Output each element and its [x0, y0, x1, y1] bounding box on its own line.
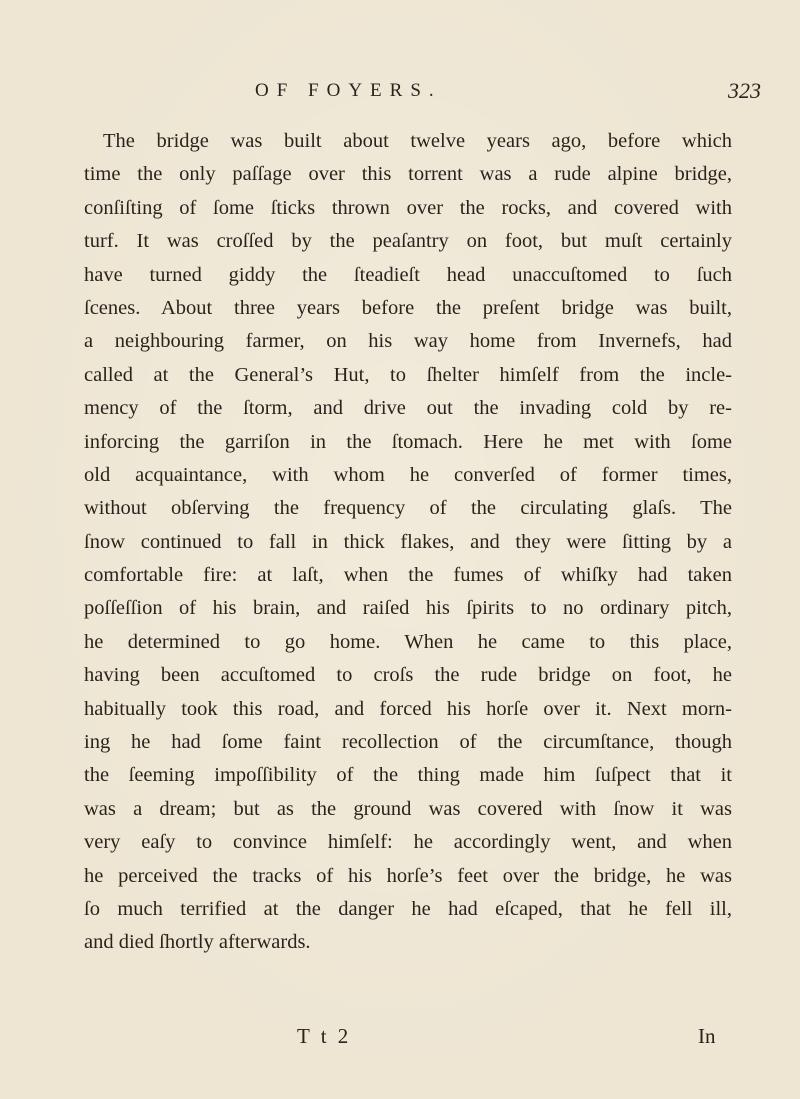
text-line: he perceived the tracks of his horſe’s feet over the bridge, he was [84, 864, 732, 887]
text-line: and died ſhortly afterwards. [84, 931, 311, 954]
text-line: mency of the ſtorm, and drive out the invading cold by re- [84, 397, 732, 420]
text-line: turf. It was croſſed by the peaſantry on foot, but muſt certainly [84, 230, 732, 253]
text-line: called at the General’s Hut, to ſhelter himſelf from the incle- [84, 363, 732, 386]
text-line: having been accuſtomed to croſs the rude bridge on foot, he [84, 664, 732, 687]
text-line: habitually took this road, and forced his horſe over it. Next morn- [84, 697, 732, 720]
signature-mark: T t 2 [297, 1024, 352, 1048]
text-line: he determined to go home. When he came to this place, [84, 630, 732, 653]
text-line: ſcenes. About three years before the preſent bridge was built, [84, 296, 732, 319]
text-line: conſiſting of ſome ſticks thrown over the rocks, and covered with [84, 196, 732, 219]
text-line: without obſerving the frequency of the circulating glaſs. The [84, 497, 732, 520]
text-line: comfortable fire: at laſt, when the fumes of whiſky had taken [84, 564, 732, 587]
running-title: OF FOYERS. [255, 80, 442, 101]
catchword: In [698, 1024, 716, 1048]
text-line: poſſeſſion of his brain, and raiſed his ſpirits to no ordinary pitch, [84, 597, 732, 620]
text-line: very eaſy to convince himſelf: he accordingly went, and when [84, 831, 732, 854]
text-line: The bridge was built about twelve years ago, before which [103, 130, 732, 152]
text-line: ing he had ſome faint recollection of the circumſtance, though [84, 731, 732, 754]
page-number: 323 [728, 78, 761, 103]
text-line: time the only paſſage over this torrent was a rude alpine bridge, [84, 163, 732, 186]
text-line: ſnow continued to fall in thick flakes, and they were ſitting by a [84, 530, 732, 553]
text-line: old acquaintance, with whom he converſed of former times, [84, 463, 732, 486]
text-line: inforcing the garriſon in the ſtomach. Here he met with ſome [84, 430, 732, 453]
text-line: was a dream; but as the ground was covered with ſnow it was [84, 797, 732, 820]
text-line: ſo much terrified at the danger he had eſcaped, that he fell ill, [84, 897, 732, 920]
text-line: have turned giddy the ſteadieſt head unaccuſtomed to ſuch [84, 263, 732, 286]
text-line: the ſeeming impoſſibility of the thing made him ſuſpect that it [84, 764, 732, 787]
text-line: a neighbouring farmer, on his way home from Invernefs, had [84, 330, 732, 353]
body-paragraph [84, 125, 732, 960]
